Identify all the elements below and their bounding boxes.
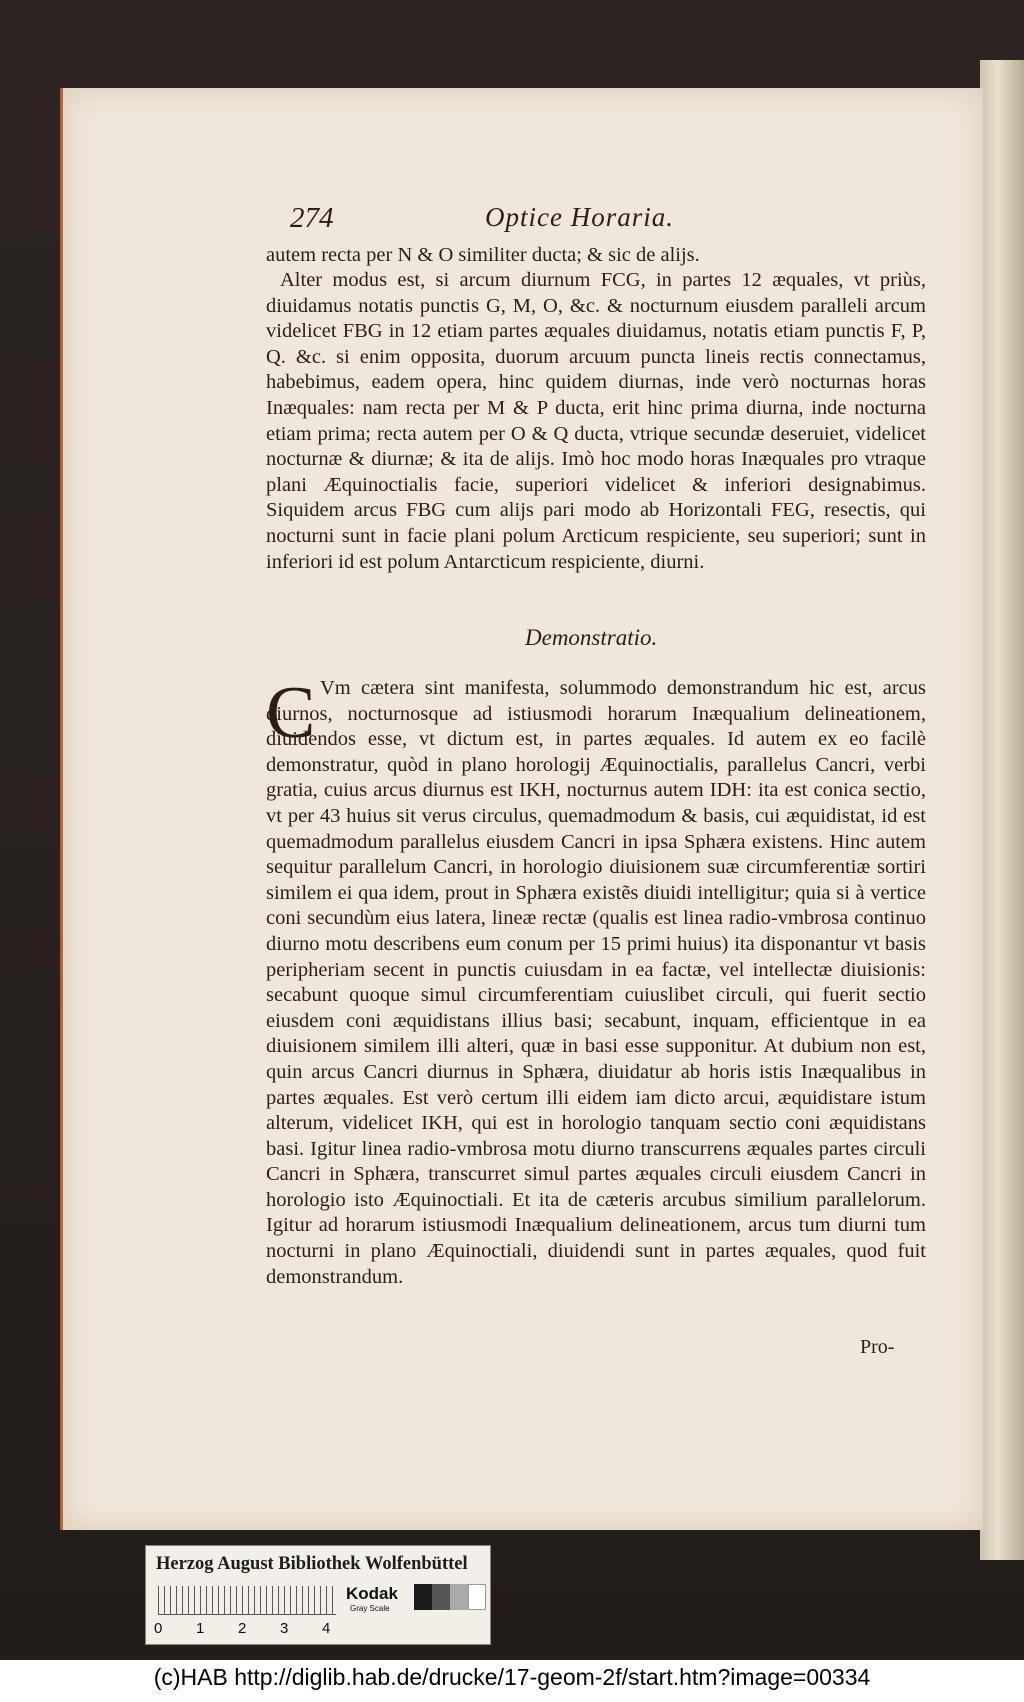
ruler-number: 0 (154, 1620, 163, 1637)
ruler-number: 3 (280, 1620, 289, 1637)
library-label-card (145, 1545, 491, 1645)
paragraph-1: autem recta per N & O similiter ducta; & sic de alijs. (266, 244, 700, 266)
scale-ruler (158, 1586, 336, 1615)
page-number: 274 (290, 202, 334, 234)
paragraph-3: Vm cætera sint manifesta, solummodo demonstrandum hic est, arcus diurnos, nocturnosque ad istiusmodi horarum Inæqualium delineationem, diuidendos esse, vt dictum est, in partes æquales. Id autem ex eo facilè demonstratur, quòd in plano horologij Æquinoctialis, parallelus Cancri, verbi gratia, cuius arcus diurnus est IKH, nocturnus autem IDH: ita est conica sectio, vt per 43 huius sit verus circulus, quemadmodum & basis, cui æquidistat, id est quemadmodum parallelus eiusdem Cancri in ipsa Sphæra existens. Hinc autem sequitur parallelum Cancri, in horologio diuisionem suæ circumferentiæ sortiri similem ei qua idem, prout in Sphæra existẽs diuidi intelligitur; quia si à vertice coni secundùm eius latera, lineæ rectæ (qualis est linea radio-vmbrosa continuo diurno motu describens eum conum per 15 primi huius) ita disponantur vt basis peripheriam secent in punctis cuiusdam in ea factæ, vel intellectæ diuisionis: secabunt quoque simul circumferentiam cuiuslibet circuli, qui fuerit sectio eiusdem coni æquidistans illius basi; secabunt, inquam, efficientque in ea diuisionem similem illi alteri, quæ in basi esse supponitur. At dubium non est, quin arcus Cancri diurnus in Sphæra, diuidatur ab horis istis Inæqualibus in partes æquales. Est verò certum illi eidem iam dicto arcui, æquidistare istum alterum, videlicet IKH, qui est in horologio tanquam sectio coni æquidistans basi. Igitur linea radio-vmbrosa motu diurno transcurrens æquales partes circuli Cancri in Sphæra, transcurret simul partes æquales circuli eiusdem Cancri in horologio isto Æquinoctiali. Et ita de cæteris arcubus similium parallelorum. Igitur ad horarum istiusmodi Inæqualium delineationem, arcus tum diurni tum nocturni in plano Æquinoctiali, diuidendi sunt in partes æquales, quod fuit demonstrandum. (266, 677, 926, 1288)
gray-scale-caption: Gray Scale (350, 1604, 390, 1613)
running-title: Optice Horaria. (485, 202, 674, 232)
gray-swatch-light (450, 1584, 468, 1610)
footer-bar (0, 1660, 1024, 1702)
ruler-number: 2 (238, 1620, 247, 1637)
ruler-numbers (154, 1620, 344, 1638)
gray-swatch-dark (432, 1584, 450, 1610)
section-heading: Demonstratio. (525, 625, 658, 650)
drop-cap: C (266, 672, 316, 754)
library-name: Herzog August Bibliothek Wolfenbüttel (156, 1554, 468, 1574)
ruler-number: 1 (196, 1620, 205, 1637)
page-header (290, 202, 990, 242)
adjacent-page-edge (980, 60, 1024, 1560)
citation-text: (c)HAB http://diglib.hab.de/drucke/17-geom-2f/start.htm?image=00334 (153, 1664, 871, 1690)
gray-swatch-white (468, 1584, 486, 1610)
catchword: Pro- (860, 1336, 895, 1358)
gray-swatch-black (414, 1584, 432, 1610)
kodak-logo: Kodak (346, 1584, 398, 1603)
ruler-number: 4 (322, 1620, 331, 1637)
paragraph-2: Alter modus est, si arcum diurnum FCG, in partes 12 æquales, vt priùs, diuidamus notatis punctis G, M, O, &c. & nocturnum eiusdem paralleli arcum videlicet FBG in 12 etiam partes æquales diuidamus, notatis etiam punctis F, P, Q. &c. si enim opposita, duorum arcuum puncta lineis rectis connectamus, habebimus, eadem opera, hinc quidem diurnas, inde verò nocturnas horas Inæquales: nam recta per M & P ducta, erit hinc prima diurna, inde nocturna etiam prima; recta autem per O & Q ducta, vtrique secundæ deseruiet, videlicet nocturnæ & diurnæ; & ita de alijs. Imò hoc modo horas Inæquales pro vtraque plani Æquinoctialis facie, superiori videlicet & inferiori designabimus. Siquidem arcus FBG cum alijs pari modo ab Horizontali FEG, resectis, qui nocturni sunt in facie plani polum Arcticum respiciente, seu superiori; sunt in inferiori id est polum Antarcticum respiciente, diurni. (266, 269, 926, 573)
